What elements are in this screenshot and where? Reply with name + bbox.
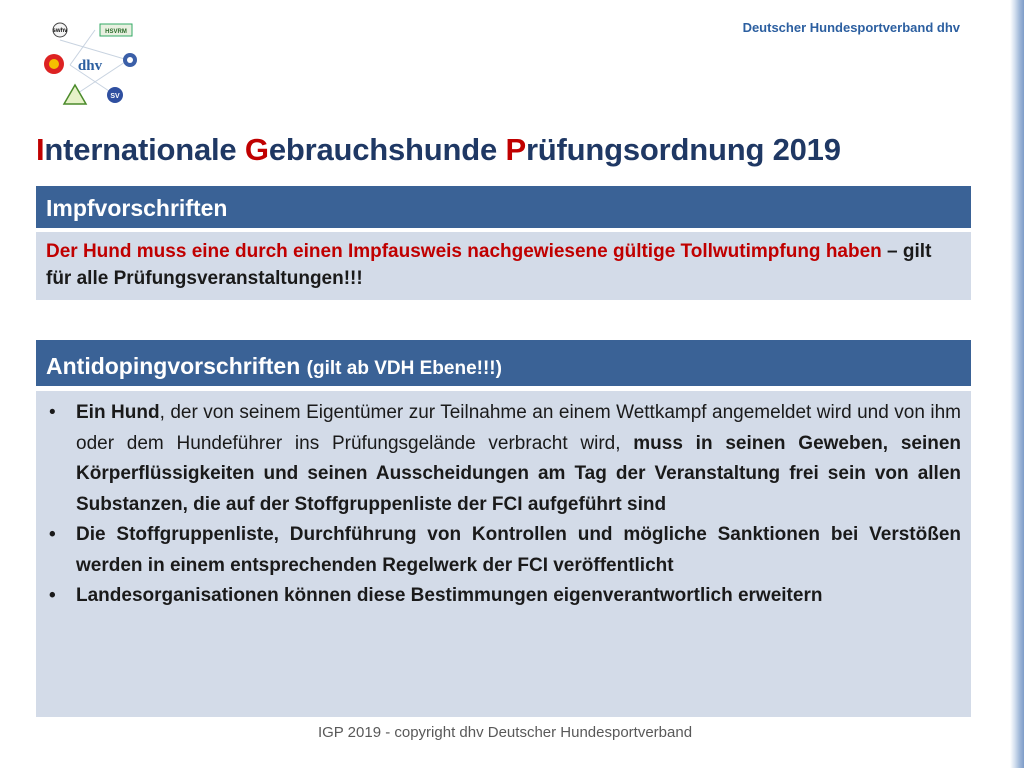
member-logos	[40, 20, 150, 110]
svg-text:HSVRM: HSVRM	[105, 29, 127, 35]
list-item: • Die Stoffgruppenliste, Durchführung von Kontrollen und mögliche Sanktionen bei Verstößen werden in einem entsprechenden Regelwerk der FCI veröffentlicht	[49, 524, 961, 576]
right-edge-gradient	[1010, 0, 1024, 768]
organization-name: Deutscher Hundesportverband dhv	[742, 20, 960, 35]
dhv-logo	[78, 58, 103, 74]
vaccination-heading: Impfvorschriften	[36, 186, 971, 228]
footer-copyright: IGP 2019 - copyright dhv Deutscher Hundesportverband	[317, 724, 693, 741]
page-title: Internationale Gebrauchshunde Prüfungsordnung 2019	[36, 132, 841, 167]
vaccination-requirement: Der Hund muss eine durch einen Impfausweis nachgewiesene gültige Tollwutimpfung haben	[46, 241, 882, 262]
hsvrm-logo	[100, 24, 132, 36]
svg-text:SV: SV	[110, 93, 120, 100]
vaccination-body	[36, 232, 971, 300]
svg-text:swhv: swhv	[52, 28, 68, 34]
svg-text:dhv: dhv	[77, 58, 103, 74]
antidoping-body	[36, 391, 971, 717]
list-item: • Ein Hund, der von seinem Eigentümer zur Teilnahme an einem Wettkampf angemeldet wird und von ihm oder dem Hundeführer ins Prüfungsgelände verbracht wird, muss in seinen Geweben, seinen Körperflüssigkeiten und seinen Ausscheidungen am Tag der Veranstaltung frei sein von allen Substanzen, die auf der Stoffgruppenliste der FCI aufgeführt sind	[49, 402, 962, 515]
logo-cluster	[40, 20, 150, 110]
list-item: • Landesorganisationen können diese Bestimmungen eigenverantwortlich erweitern	[49, 585, 823, 606]
swhv-logo	[52, 23, 68, 37]
blue-club-logo	[123, 53, 137, 67]
red-club-logo	[44, 54, 64, 74]
sv-logo	[107, 87, 123, 103]
vaccination-scope: – gilt für alle Prüfungsveranstaltungen!!!	[46, 241, 932, 289]
antidoping-heading-note: (gilt ab VDH Ebene!!!)	[306, 358, 502, 379]
green-triangle-logo	[64, 85, 86, 104]
antidoping-heading: Antidopingvorschriften (gilt ab VDH Ebene!!!)	[36, 340, 971, 386]
